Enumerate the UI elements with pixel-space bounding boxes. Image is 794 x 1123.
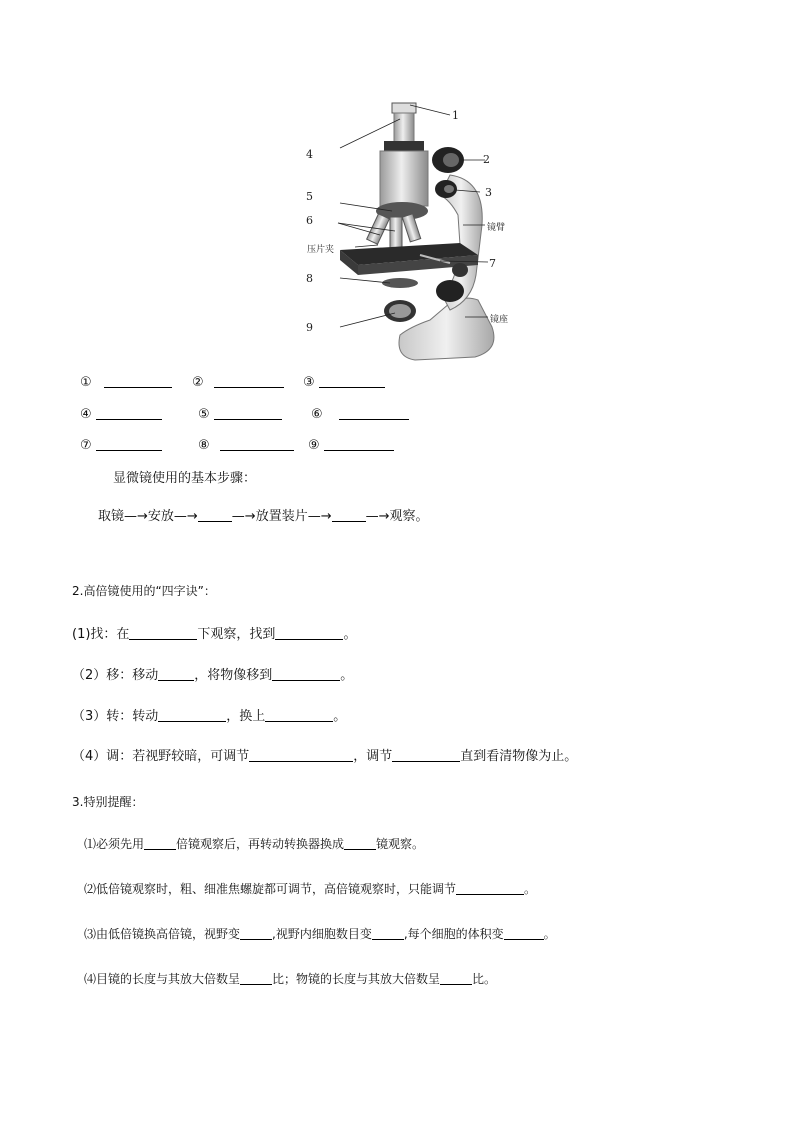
label-3: 3 [485, 186, 492, 199]
clip-label: 压片夹 [307, 245, 335, 255]
item-text: ⑵低倍镜观察时，粗、细准焦螺旋都可调节，高倍镜观察时，只能调节 [84, 882, 457, 896]
label-8: 8 [306, 272, 313, 285]
label-4: 4 [306, 148, 313, 161]
blank-remind-3a[interactable] [240, 925, 272, 940]
circled-num-4: ④ [80, 407, 92, 422]
item-text: 下观察，找到 [197, 627, 276, 642]
section3-item-3 [84, 925, 556, 942]
blank-remind-1a[interactable] [144, 835, 176, 850]
fill-row-3c [308, 436, 394, 453]
circled-num-5: ⑤ [198, 407, 210, 422]
fill-row-1 [80, 373, 172, 390]
blank-remind-3c[interactable] [504, 925, 544, 940]
item-text: （2）移：移动 [72, 668, 159, 683]
item-text: 。 [524, 882, 537, 896]
label-7: 7 [489, 257, 496, 270]
blank-4[interactable] [96, 405, 162, 420]
steps-part-1: 取镜—→安放—→ [98, 509, 198, 524]
blank-3[interactable] [319, 373, 385, 388]
blank-find-1[interactable] [129, 625, 197, 640]
base-label: 镜座 [490, 315, 509, 325]
circled-num-6: ⑥ [311, 407, 323, 422]
item-text: 。 [343, 627, 357, 642]
steps-part-3: —→观察。 [365, 509, 429, 524]
label-1: 1 [452, 109, 459, 122]
section3-title: 3.特别提醒： [72, 795, 144, 809]
blank-find-2[interactable] [275, 625, 343, 640]
item-text: 倍镜观察后，再转动转换器换成 [176, 837, 345, 851]
steps-part-2: —→放置装片—→ [231, 509, 332, 524]
item-text: ,每个细胞的体积变 [403, 927, 504, 941]
blank-turn-1[interactable] [158, 707, 226, 722]
item-text: 比。 [472, 972, 497, 986]
steps-blank-1[interactable] [198, 507, 232, 522]
blank-move-1[interactable] [158, 666, 194, 681]
section2-item-2 [72, 664, 353, 683]
label-5: 5 [306, 190, 313, 203]
section3-item-1 [84, 835, 424, 852]
label-2: 2 [483, 153, 490, 166]
item-text: ⑴必须先用 [84, 837, 145, 851]
blank-remind-1b[interactable] [344, 835, 376, 850]
item-text: 。 [340, 668, 354, 683]
item-text: （4）调：若视野较暗，可调节 [72, 749, 250, 764]
blank-adjust-2[interactable] [392, 747, 460, 762]
blank-6[interactable] [339, 405, 409, 420]
item-text: ，换上 [226, 709, 266, 724]
steps-heading: 显微镜使用的基本步骤： [113, 471, 257, 486]
item-text: （3）转：转动 [72, 709, 159, 724]
blank-adjust-1[interactable] [249, 747, 353, 762]
blank-2[interactable] [214, 373, 284, 388]
section3-item-4 [84, 970, 496, 987]
blank-remind-4b[interactable] [440, 970, 472, 985]
blank-9[interactable] [324, 436, 394, 451]
blank-7[interactable] [96, 436, 162, 451]
section2-item-4 [72, 745, 577, 764]
item-text: 比；物镜的长度与其放大倍数呈 [272, 972, 441, 986]
fill-row-3a [80, 436, 162, 453]
circled-num-8: ⑧ [198, 438, 210, 453]
item-text: 镜观察。 [376, 837, 425, 851]
blank-turn-2[interactable] [265, 707, 333, 722]
fill-row-3b [198, 436, 294, 453]
item-text: 。 [333, 709, 347, 724]
blank-remind-3b[interactable] [372, 925, 404, 940]
fill-row-2c [311, 405, 409, 422]
section2-title: 2.高倍镜使用的“四字诀”： [72, 584, 216, 598]
blank-1[interactable] [104, 373, 172, 388]
label-9: 9 [306, 321, 313, 334]
microscope-diagram [300, 95, 530, 365]
fill-row-2b [198, 405, 282, 422]
steps-line [98, 505, 429, 524]
arm-label: 镜臂 [487, 223, 506, 233]
blank-remind-4a[interactable] [240, 970, 272, 985]
section2-item-1 [72, 623, 356, 642]
item-text: (1)找：在 [72, 627, 130, 642]
item-text: ⑷目镜的长度与其放大倍数呈 [84, 972, 241, 986]
blank-5[interactable] [214, 405, 282, 420]
circled-num-1: ① [80, 375, 92, 390]
label-6: 6 [306, 214, 313, 227]
blank-move-2[interactable] [272, 666, 340, 681]
item-text: 。 [543, 927, 556, 941]
item-text: 直到看清物像为止。 [460, 749, 578, 764]
circled-num-9: ⑨ [308, 438, 320, 453]
item-text: ,视野内细胞数目变 [272, 927, 372, 941]
item-text: ，调节 [353, 749, 393, 764]
circled-num-2: ② [192, 375, 204, 390]
fill-row-1c [303, 373, 385, 390]
fill-row-1b [192, 373, 284, 390]
item-text: ，将物像移到 [194, 668, 273, 683]
blank-remind-2[interactable] [456, 880, 524, 895]
steps-blank-2[interactable] [332, 507, 366, 522]
item-text: ⑶由低倍镜换高倍镜，视野变 [84, 927, 241, 941]
circled-num-7: ⑦ [80, 438, 92, 453]
blank-8[interactable] [220, 436, 294, 451]
section3-item-2 [84, 880, 536, 897]
circled-num-3: ③ [303, 375, 315, 390]
section2-item-3 [72, 705, 346, 724]
fill-row-2a [80, 405, 162, 422]
